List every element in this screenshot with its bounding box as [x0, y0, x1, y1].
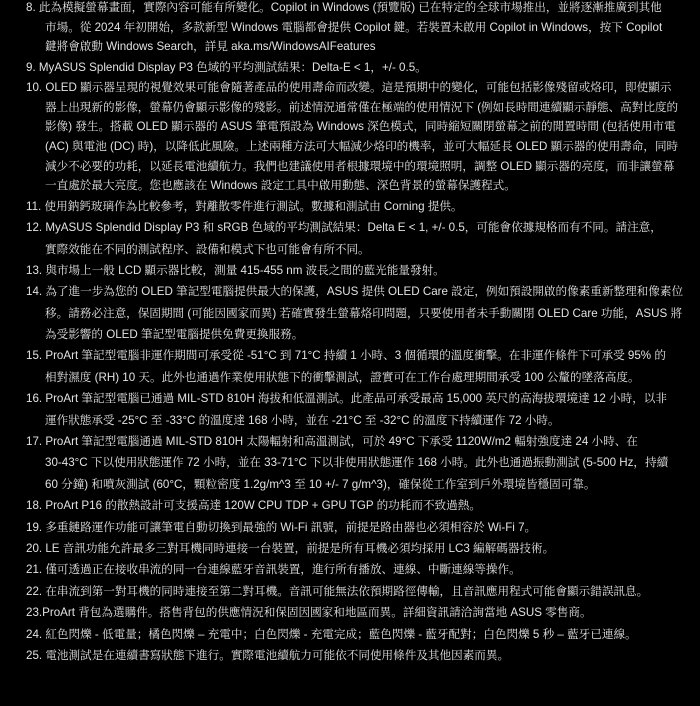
- footnote-line: 實際效能在不同的測試程序、設備和模式下也可能會有所不同。: [45, 242, 370, 256]
- footnote-line: 為受影響的 OLED 筆記型電腦提供免費更換服務。: [45, 328, 304, 342]
- footnote-line: 相對濕度 (RH) 10 天。此外也通過作業使用狀態下的衝擊測試，證實可在工作台處理期間承受 100 公釐的墜落高度。: [45, 370, 640, 384]
- footnote-line: 移。請務必注意，保固期間 (可能因國家而異) 若確實發生螢幕烙印問題，只要使用者未手動關閉 OLED Care 功能，ASUS 將: [45, 306, 683, 320]
- footnote-line: 12. MyASUS Splendid Display P3 和 sRGB 色域的平均測試結果：Delta E < 1, +/- 0.5，可能會依據規格而有不同。請注意，: [26, 221, 662, 235]
- footnote-item: [26, 0, 686, 57]
- footnote-line: 19. 多重鏈路運作功能可讓筆電自動切換到最強的 Wi-Fi 訊號，前提是路由器也必須相容於 Wi-Fi 7。: [26, 520, 537, 534]
- footnote-item: [26, 345, 686, 388]
- footnote-item: [26, 624, 686, 645]
- footnote-line: 10. OLED 顯示器呈現的視覺效果可能會隨著產品的使用壽命而改變。這是預期中的變化，可能包括影像殘留或烙印，即使顯示: [26, 81, 672, 95]
- footnote-line: 16. ProArt 筆記型電腦已通過 MIL-STD 810H 海拔和低溫測試。此產品可承受最高 15,000 英尺的高海拔環境達 12 小時，以非: [26, 392, 667, 406]
- footnote-line: 30-43°C 下以使用狀態運作 72 小時，並在 33-71°C 下以非使用狀態運作 168 小時。此外也通過振動測試 (5-500 Hz，持續: [45, 456, 669, 470]
- footnote-line: 15. ProArt 筆記型電腦非運作期間可承受從 -51°C 到 71°C 持續 1 小時、3 個循環的溫度衝擊。在非運作條件下可承受 95% 的: [26, 349, 666, 363]
- footnote-item: [26, 217, 686, 260]
- footnote-item: [26, 495, 686, 516]
- footnote-item: [26, 388, 686, 431]
- footnote-line: 減少不必要的功耗，以延長電池續航力。我們也建議使用者根據環境中的環境照明，調整 OLED 顯示器的亮度，而非讓螢幕: [45, 159, 675, 173]
- footnote-line: 60 分鐘) 和噴灰測試 (60°C，顆粒密度 1.2g/m^3 至 10 +/- 7 g/m^3)，確保從工作室到戶外環境皆穩固可靠。: [45, 477, 596, 491]
- footnotes-list: [26, 0, 686, 666]
- footnote-item: [26, 559, 686, 580]
- footnote-item: [26, 281, 686, 345]
- footnote-item: [26, 78, 686, 196]
- footnote-line: 21. 僅可透過正在接收串流的同一台連線藍牙音訊裝置，進行所有播放、連線、中斷連線等操作。: [26, 563, 521, 577]
- footnote-line: 器上出現新的影像，螢幕仍會顯示影像的殘影。前述情況通常僅在極端的使用情況下 (例如長時間連續顯示靜態、高對比度的: [45, 100, 679, 114]
- footnote-line: 23.ProArt 背包為選購件。搭售背包的供應情況和保固因國家和地區而異。詳細資訊請洽詢當地 ASUS 零售商。: [26, 606, 592, 620]
- footnote-line: 鍵將會啟動 Windows Search，詳見 aka.ms/WindowsAIFeatures: [45, 40, 376, 54]
- footnote-line: 一直處於最大亮度。您也應該在 Windows 設定工具中啟用動態、深色背景的螢幕保護程式。: [45, 179, 516, 193]
- footnote-line: (AC) 與電池 (DC) 時)，以降低此風險。上述兩種方法可大幅減少烙印的機率，並可大幅延長 OLED 顯示器的使用壽命，同時: [45, 139, 679, 153]
- footnote-line: 17. ProArt 筆記型電腦通過 MIL-STD 810H 太陽輻射和高溫測試，可於 49°C 下承受 1120W/m2 輻射強度達 24 小時、在: [26, 435, 638, 449]
- footnote-line: 9. MyASUS Splendid Display P3 色域的平均測試結果：Delta-E < 1，+/- 0.5。: [26, 60, 427, 74]
- footnote-item: [26, 431, 686, 495]
- footnote-line: 市場。從 2024 年初開始，多款新型 Windows 電腦都會提供 Copilot 鍵。若裝置未啟用 Copilot in Windows，按下 Copilot: [45, 20, 663, 34]
- footnote-line: 24. 紅色閃爍 - 低電量；橘色閃爍 – 充電中；白色閃爍 - 充電完成；藍色閃爍 - 藍牙配對；白色閃爍 5 秒 – 藍牙已連線。: [26, 627, 637, 641]
- footnote-item: [26, 517, 686, 538]
- footnote-item: [26, 581, 686, 602]
- footnote-item: [26, 538, 686, 559]
- footnote-line: 20. LE 音訊功能允許最多三對耳機同時連接一台裝置，前提是所有耳機必須均採用 LC3 編解碼器技術。: [26, 541, 555, 555]
- footnote-item: [26, 57, 686, 78]
- footnote-line: 運作狀態承受 -25°C 至 -33°C 的溫度達 168 小時，並在 -21°C 至 -32°C 的溫度下持續運作 72 小時。: [45, 413, 560, 427]
- footnote-line: 18. ProArt P16 的散熱設計可支援高達 120W CPU TDP + GPU TGP 的功耗而不致過熱。: [26, 499, 481, 513]
- footnote-line: 14. 為了進一步為您的 OLED 筆記型電腦提供最大的保護，ASUS 提供 OLED Care 設定，例如預設開啟的像素重新整理和像素位: [26, 285, 684, 299]
- footnote-line: 13. 與市場上一般 LCD 顯示器比較，測量 415-455 nm 波長之間的藍光能量發射。: [26, 263, 445, 277]
- footnote-line: 影像) 發生。搭載 OLED 顯示器的 ASUS 筆電預設為 Windows 深色模式，同時縮短關閉螢幕之前的閒置時間 (包括使用市電: [45, 120, 676, 134]
- footnote-line: 11. 使用鈉鈣玻璃作為比較參考，對離散零件進行測試。數據和測試由 Corning 提供。: [26, 199, 463, 213]
- footnote-item: [26, 196, 686, 217]
- footnote-item: [26, 260, 686, 281]
- footnote-line: 8. 此為模擬螢幕畫面，實際內容可能有所變化。Copilot in Windows (預覽版) 已在特定的全球市場推出，並將逐漸推廣到其他: [26, 1, 662, 14]
- footnote-line: 25. 電池測試是在連續書寫狀態下進行。實際電池續航力可能依不同使用條件及其他因素而異。: [26, 648, 510, 662]
- footnote-item: [26, 645, 686, 666]
- footnote-line: 22. 在串流到第一對耳機的同時連接至第二對耳機。音訊可能無法依預期路徑傳輸，且音訊應用程式可能會顯示錯誤訊息。: [26, 584, 649, 598]
- footnote-item: [26, 602, 686, 623]
